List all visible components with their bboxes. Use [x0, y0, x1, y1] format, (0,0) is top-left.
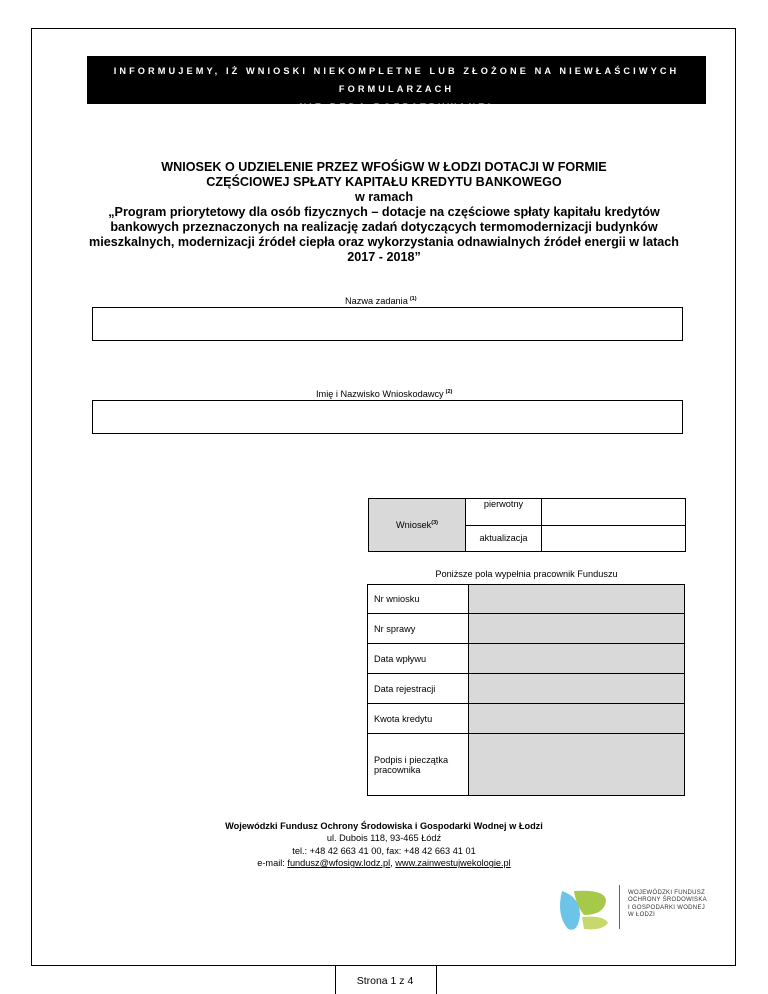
- warning-banner: [87, 56, 706, 112]
- applicant-field[interactable]: [92, 400, 683, 434]
- title-line-5: bankowych przeznaczonych na realizację zadań dotyczących termomodernizacji budynków: [110, 220, 658, 234]
- footer-address: ul. Dubois 118, 93-465 Łódź: [326, 833, 442, 844]
- logo-text-line-1: WOJEWÓDZKI FUNDUSZ: [628, 890, 706, 896]
- logo-divider: [619, 885, 620, 929]
- banner-line-1: INFORMUJEMY, IŻ WNIOSKI NIEKOMPLETNE LUB ZŁOŻONE NA NIEWŁAŚCIWYCH FORMULARZACH: [113, 66, 680, 94]
- logo-text-line-3: I GOSPODARKI WODNEJ: [628, 904, 706, 911]
- fund-row-value: [469, 585, 685, 614]
- fund-row-label: Data rejestracji: [368, 674, 469, 704]
- application-type-label-text: Wniosek: [396, 520, 432, 531]
- title-line-2: CZĘŚCIOWEJ SPŁATY KAPITAŁU KREDYTU BANKOWEGO: [206, 175, 562, 189]
- title-line-7: 2017 - 2018”: [347, 250, 421, 264]
- task-name-footnote: (1): [409, 296, 417, 302]
- logo-text: [628, 890, 718, 920]
- page-number: Strona 1 z 4: [356, 975, 414, 987]
- footer-phone: tel.: +48 42 663 41 00, fax: +48 42 663 41 01: [292, 845, 476, 856]
- task-name-label-text: Nazwa zadania: [345, 296, 408, 307]
- applicant-label-text: Imię i Nazwisko Wnioskodawcy: [316, 389, 444, 400]
- title-line-3: w ramach: [354, 190, 414, 204]
- task-name-field[interactable]: [92, 307, 683, 341]
- footer-links: [200, 857, 568, 869]
- title-line-6: mieszkalnych, modernizacji źródeł ciepła oraz wykorzystania odnawialnych źródeł energii w latach: [89, 235, 679, 249]
- logo-text-line-4: W ŁODZI: [628, 912, 656, 919]
- title-line-1: WNIOSEK O UDZIELENIE PRZEZ WFOŚiGW W ŁODZI DOTACJI W FORMIE: [161, 160, 607, 174]
- footer-org: Wojewódzki Fundusz Ochrony Środowiska i Gospodarki Wodnej w Łodzi: [225, 821, 543, 831]
- applicant-label: [316, 389, 452, 399]
- fund-row-label: Nr wniosku: [368, 585, 469, 614]
- fund-row-value: [469, 614, 685, 644]
- fund-row-label: Data wpływu: [368, 644, 469, 674]
- fund-staff-table: [367, 584, 685, 796]
- website-link[interactable]: www.zainwestujwekologie.pl: [395, 858, 511, 869]
- fund-row-value: [469, 644, 685, 674]
- banner-line-2: NIE BĘDĄ ROZPATRYWANE!: [299, 102, 494, 112]
- footer-contact: [200, 820, 568, 870]
- option-original-checkbox[interactable]: [542, 499, 686, 526]
- option-update-label: aktualizacja: [466, 525, 542, 552]
- document-title: [60, 160, 708, 265]
- title-line-4: „Program priorytetowy dla osób fizycznych – dotacje na częściowe spłaty kapitału kredytów: [108, 205, 660, 219]
- footer-email-prefix: e-mail:: [257, 858, 288, 869]
- option-original-label: pierwotny: [466, 499, 542, 526]
- fund-section-note: Poniższe pola wypełnia pracownik Funduszu: [435, 569, 618, 579]
- application-type-footnote: (3): [431, 519, 438, 526]
- email-link[interactable]: fundusz@wfosigw.lodz.pl: [287, 858, 391, 869]
- task-name-label: [345, 296, 417, 306]
- logo-text-line-2: OCHRONY ŚRODOWISKA: [628, 897, 707, 904]
- logo-green-shape-2: [582, 917, 608, 930]
- fund-row-label: Podpis i pieczątka pracownika: [368, 734, 469, 796]
- application-type-table: [368, 498, 686, 552]
- footer-separator: ,: [390, 858, 396, 869]
- fund-row-value: [469, 674, 685, 704]
- fund-row-value: [469, 734, 685, 796]
- fund-row-value: [469, 704, 685, 734]
- applicant-footnote: (2): [445, 389, 453, 395]
- application-type-label: [369, 499, 466, 552]
- fund-row-label: Kwota kredytu: [368, 704, 469, 734]
- option-update-checkbox[interactable]: [542, 525, 686, 552]
- fund-row-label: Nr sprawy: [368, 614, 469, 644]
